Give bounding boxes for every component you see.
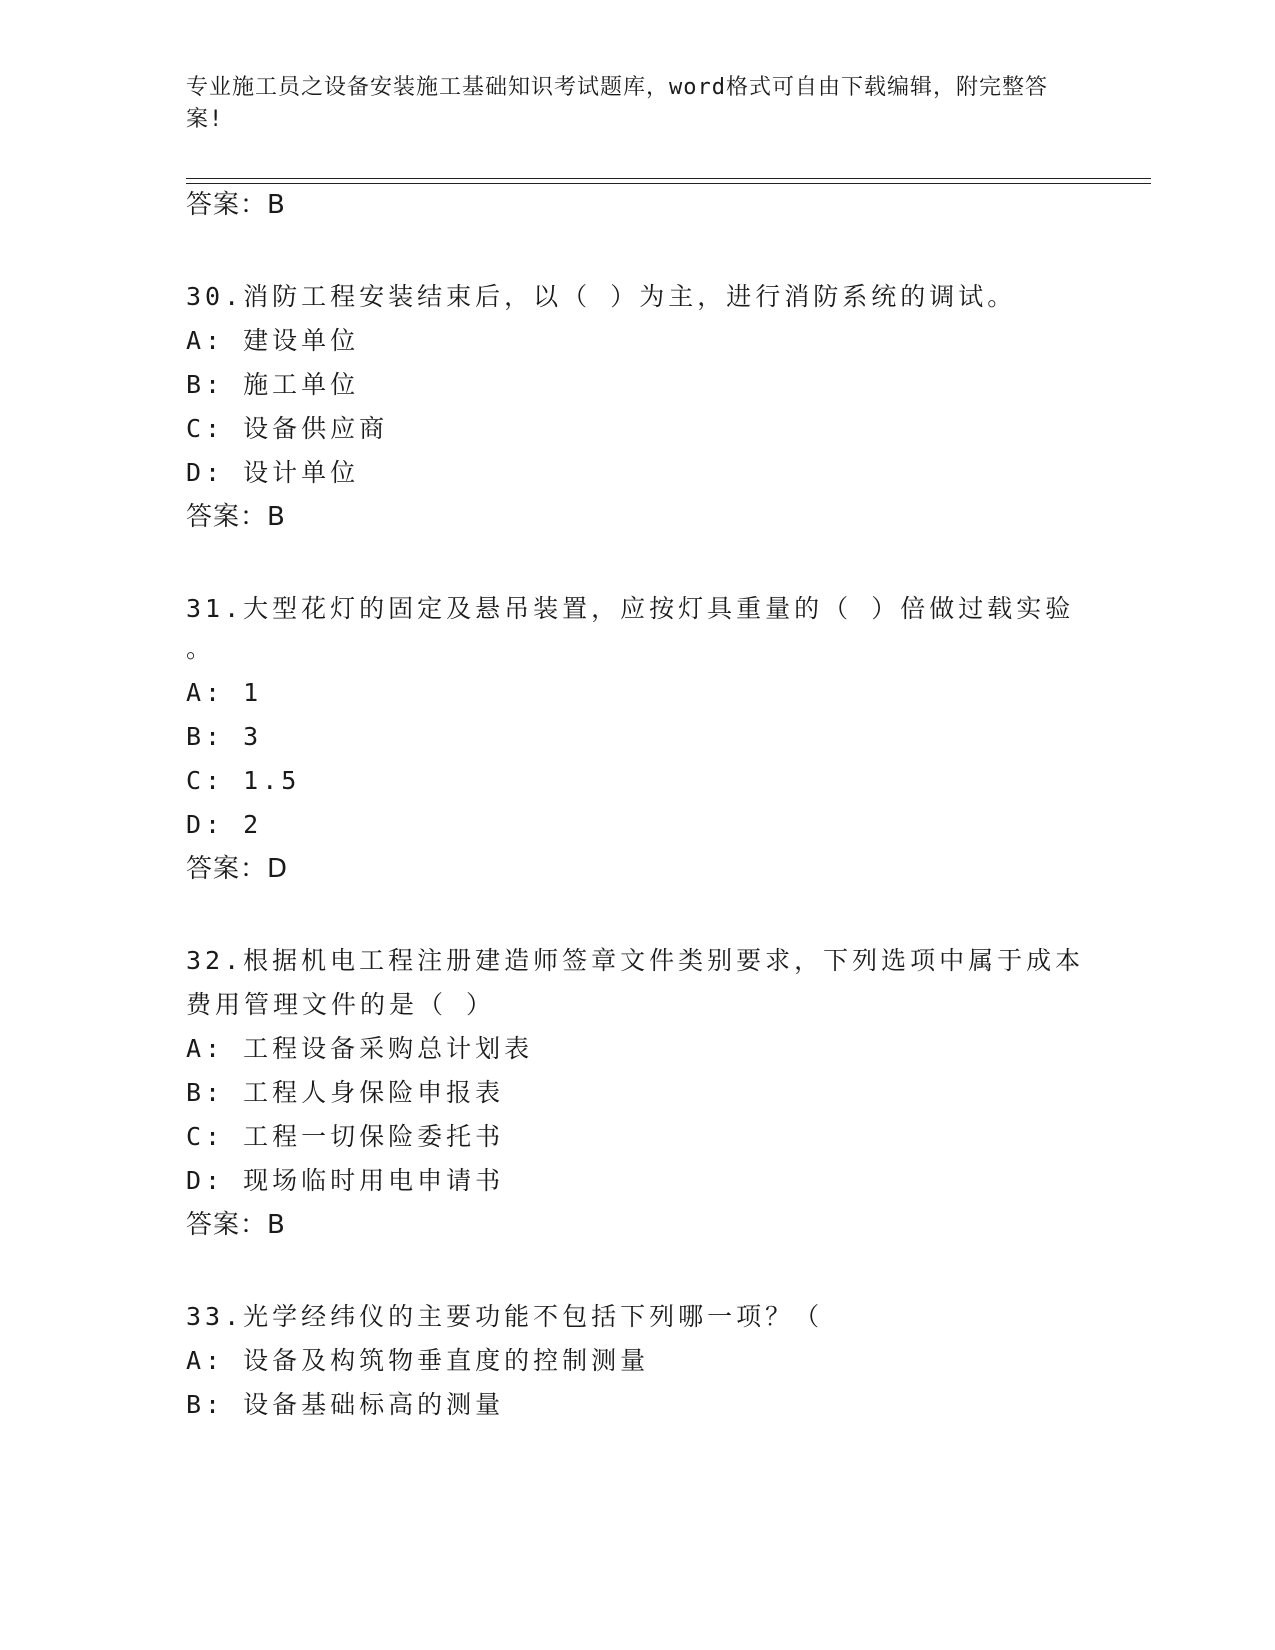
header-divider-bottom <box>186 183 1151 184</box>
question-30-option-d: D: 设计单位 <box>186 458 360 487</box>
question-30-answer: 答案：B <box>186 502 286 532</box>
question-32-option-a: A: 工程设备采购总计划表 <box>186 1034 534 1063</box>
question-33-stem: 33.光学经纬仪的主要功能不包括下列哪一项？（ <box>186 1302 824 1331</box>
question-31-stem-line-1: 31.大型花灯的固定及悬吊装置，应按灯具重量的（ ）倍做过载实验 <box>186 594 1075 623</box>
question-32-option-b: B: 工程人身保险申报表 <box>186 1078 505 1107</box>
question-31-stem-line-2: 。 <box>186 634 216 663</box>
question-31-option-b: B: 3 <box>186 722 263 751</box>
header-divider-top <box>186 178 1151 179</box>
question-30-option-a: A: 建设单位 <box>186 326 360 355</box>
question-32-stem-line-2: 费用管理文件的是（ ） <box>186 990 496 1019</box>
question-32-option-c: C: 工程一切保险委托书 <box>186 1122 505 1151</box>
question-33-option-a: A: 设备及构筑物垂直度的控制测量 <box>186 1346 650 1375</box>
question-31-option-a: A: 1 <box>186 678 263 707</box>
question-32-answer: 答案：B <box>186 1210 286 1240</box>
previous-answer: 答案：B <box>186 190 286 220</box>
question-31-answer: 答案：D <box>186 854 289 884</box>
question-30-option-b: B: 施工单位 <box>186 370 360 399</box>
question-31-option-d: D: 2 <box>186 810 263 839</box>
question-32-option-d: D: 现场临时用电申请书 <box>186 1166 505 1195</box>
document-header: 专业施工员之设备安装施工基础知识考试题库，word格式可自由下载编辑，附完整答案! <box>186 75 1048 132</box>
question-33-option-b: B: 设备基础标高的测量 <box>186 1390 505 1419</box>
question-32-stem-line-1: 32.根据机电工程注册建造师签章文件类别要求，下列选项中属于成本 <box>186 946 1085 975</box>
question-30-option-c: C: 设备供应商 <box>186 414 389 443</box>
question-30-stem: 30.消防工程安装结束后，以（ ）为主，进行消防系统的调试。 <box>186 282 1017 311</box>
question-31-option-c: C: 1.5 <box>186 766 301 795</box>
